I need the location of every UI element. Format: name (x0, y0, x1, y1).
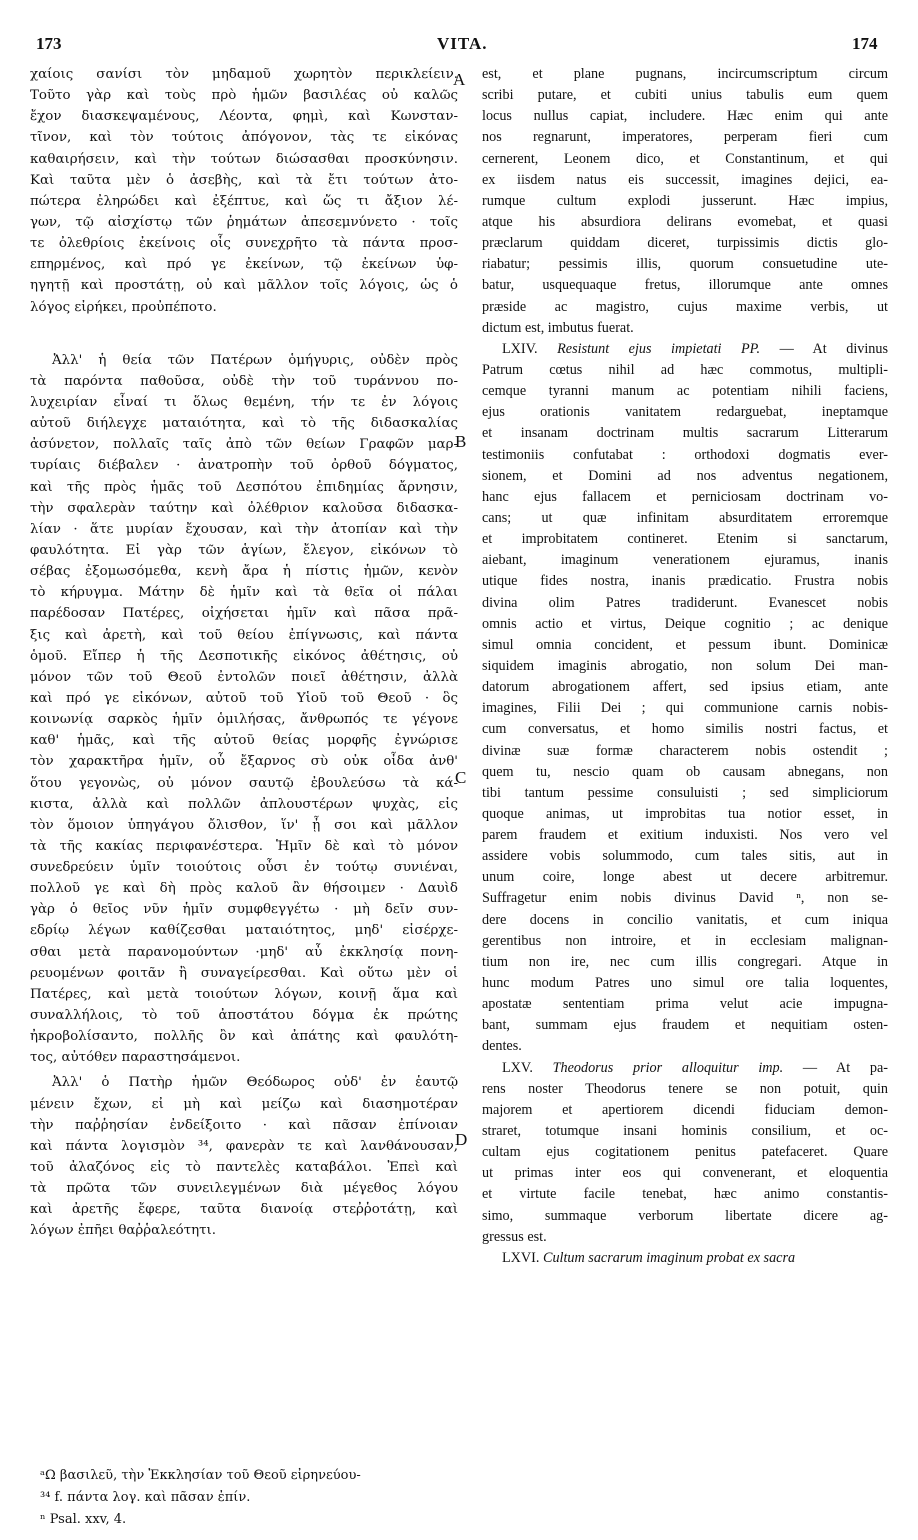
footnote-2: ³⁴ f. πάντα λογ. καὶ πᾶσαν ἐπίν. (40, 1490, 251, 1505)
section-number: LXV. (502, 1059, 533, 1076)
text-line: omnis actio et virtus, Deique cognitio ; ac denique (482, 615, 888, 632)
greek-paragraph-1 (30, 64, 458, 318)
margin-letter-a: A (453, 70, 466, 89)
text-line: straret, totumque insani hominis consilium, et oc- (482, 1123, 888, 1140)
text-line: et improbitatem contineret. Etenim si sanctarum, (482, 531, 888, 548)
text-line: cernerent, Leonem dico, et Constantinum, et qui (482, 150, 888, 167)
text-line: τοῦ ἀλαζόνος εἰς τὸ παντελὲς καταβάλοι. Ἐπεὶ καὶ (30, 1160, 458, 1176)
text-line: τὴν σφαλερὰν ταύτην καὶ ὀλέθριον καλοῦσα διδασκα- (30, 500, 458, 516)
text-line: μένειν ἔχων, εἰ μὴ καὶ μείζω καὶ διασημοτέραν (30, 1096, 458, 1112)
text-line: παρέδοσαν Πατέρες, οἰχήσεται ἡμῖν καὶ πᾶσα πρᾶ- (30, 606, 458, 622)
text-line: Suffragetur enim nobis divinus David ⁿ, non se- (482, 890, 888, 907)
text-line: Ἀλλ' ἡ θεία τῶν Πατέρων ὁμήγυρις, οὐδὲν πρὸς (52, 352, 458, 368)
text-line: præside ac magistro, cujus maxime verbis, ut (482, 298, 888, 315)
text-line: riabatur; pessimis illis, quorum consuetudine ute- (482, 256, 888, 273)
section-heading-tail: — At divinus (779, 340, 888, 357)
text-line: συνεδρεύειν ὑμῖν τοιούτοις οὖσι ἐν τούτῳ συνιέναι, (30, 860, 458, 876)
text-line: Πατέρες, καὶ μετὰ τοιούτων λόγων, κοινῇ ἅμα καὶ (30, 986, 458, 1002)
section-heading-lxv (482, 1058, 888, 1079)
latin-paragraph-3 (482, 1058, 888, 1248)
running-title: VITA. (437, 34, 488, 53)
text-line: κοινωνίᾳ σαρκὸς ἡμῖν ὁμιλήσας, ἄνθρωπός τε γέγονε (30, 712, 458, 728)
greek-paragraph-2 (30, 350, 458, 1069)
section-heading-lxvi (482, 1248, 888, 1269)
text-line: cans; ut quæ infinitam absurditatem erroremque (482, 509, 888, 526)
text-line: bant, summam ejus fraudem et nequitiam osten- (482, 1017, 888, 1034)
text-line: χαίοις σανίσι τὸν μηδαμοῦ χωρητὸν περικλείειν. (30, 67, 458, 82)
text-line: ex iisdem natus eis successit, imagines dejici, ea- (482, 171, 888, 188)
text-line: ut primas inter eos qui convenerant, et eloquentia (482, 1165, 888, 1182)
text-line: πώτερα ἐληρώδει καὶ ἐξέπτυε, καὶ ὥς τι ἄξιον λέ- (30, 193, 458, 209)
text-line: assidere vobis solummodo, cum tales sitis, aut in (482, 848, 888, 865)
text-line: rumque cultum explodi jusserunt. Hæc impius, (482, 192, 888, 209)
greek-column (30, 64, 458, 1242)
footnote-1: ᵃΩ βασιλεῦ, τὴν Ἐκκλησίαν τοῦ Θεοῦ εἰρηνεύου- (40, 1468, 361, 1483)
text-line: scribi putare, et cubiti unius tabulis eum quem (482, 87, 888, 104)
text-line: ὁμοῦ. Εἴπερ ἡ τῆς Δεσποτικῆς εἰκόνος ἀθέτησις, οὐ (30, 648, 458, 664)
text-line: locus nullus capiat, includere. Hæc enim qui ante (482, 108, 888, 125)
text-line: καθαιρήσειν, καὶ τὴν τούτων διώσασθαι προσκύνησιν. (30, 151, 458, 167)
text-line: Τοῦτο γὰρ καὶ τοὺς πρὸ ἡμῶν βασιλέας οὐ καλῶς (30, 88, 458, 104)
text-line: κιστα, ἀλλὰ καὶ πολλῶν ἀπλουστέρων ψυχὰς, εἰς (30, 796, 458, 812)
text-line: præclarum quiddam diceret, turpissimis dictis glo- (482, 235, 888, 252)
text-line: apostatæ sententiam prima velut acie impugna- (482, 996, 888, 1013)
text-line: hanc ejus fallacem et perniciosam doctrinam vo- (482, 488, 888, 505)
text-line: λόγων ἐπῆει θαῤῥαλεότητι. (30, 1223, 217, 1239)
text-line: cum conversatus, et homo similis nostri factus, et (482, 721, 888, 738)
text-line: καὶ πάντα λογισμὸν ³⁴, φανερὰν τε καὶ λανθάνουσαν, (30, 1138, 458, 1154)
text-line: Καὶ ταῦτα μὲν ὁ ἀσεβὴς, καὶ τὰ ἔτι τούτων ἀτο- (30, 172, 458, 188)
margin-letter-c: C (455, 768, 467, 787)
text-line: gressus est. (482, 1228, 547, 1245)
text-line: atque his absurdiora delirans evomebat, et quasi (482, 213, 888, 230)
text-line: testimoniis confutabat : orthodoxi dogmatis ever- (482, 446, 888, 463)
text-line: πολλοῦ γε καὶ δὴ πρὸς καλοῦ ἂν θήσοιμεν · Δαυὶδ (30, 881, 458, 897)
section-title: Theodorus prior alloquitur imp. (552, 1059, 784, 1076)
text-line: τος, αὐτόθεν παραστησάμενοι. (30, 1050, 241, 1066)
text-line: tibi tantum pessime consuluisti ; sed simpliciorum (482, 784, 888, 801)
text-line: gerentibus non introire, et in ecclesiam malignan- (482, 932, 888, 949)
text-line: καὶ πρό γε εἰκόνων, αὐτοῦ τοῦ Υἱοῦ τοῦ Θεοῦ · ὃς (30, 690, 458, 706)
text-line: ἔχον διασκεψαμένους, Λέοντα, φημὶ, καὶ Κωνσταν- (30, 109, 458, 125)
text-line: σέβας ἐξομωσόμεθα, κενὴ ἄρα ἡ πίστις ἡμῶν, κενὸν (30, 564, 458, 580)
text-line: τὸν χαρακτῆρα ἡμῖν, οὗ ἔξαρνος σὺ οὐκ οἶδα ἀνθ' (30, 754, 458, 770)
text-line: divinæ suæ formæ characterem nobis ostendit ; (482, 742, 888, 759)
text-line: τὰ παρόντα παθοῦσα, οὐδὲ τὴν τοῦ τυράννου πο- (30, 373, 458, 389)
text-line: τὴν παῤῥησίαν ἐνδείξοιτο · καὶ πᾶσαν ἐπίνοιαν (30, 1117, 458, 1133)
greek-paragraph-3 (30, 1072, 458, 1241)
margin-letter-b: B (455, 432, 467, 451)
text-line: et virtute facile tenebat, hæc animo constantis- (482, 1186, 888, 1203)
section-number: LXIV. (502, 340, 538, 357)
text-line: cemque tyranni manum ac potentiam nihili faciens, (482, 383, 888, 400)
text-line: τῖνον, καὶ τὸν τούτοις ἀπόγονον, τὰς τε εἰκόνας (30, 130, 458, 146)
text-line: τυρίαις διέβαλεν · ἀνατροπὴν τοῦ ὀρθοῦ δόγματος, (30, 458, 458, 474)
section-title: Resistunt ejus impietati PP. (557, 340, 761, 357)
text-line: γων, τῷ αἰσχίστῳ τῶν ῥημάτων ἀπεσεμνύνετο · τοῖς (30, 214, 458, 230)
text-line: dere docens in concilio vanitatis, et cum iniqua (482, 911, 888, 928)
text-line: ejus orationis vanitatem redarguebat, ineptamque (482, 404, 888, 421)
text-line: τὸ κήρυγμα. Μάτην δὲ ἡμῖν καὶ τὰ θεῖα οἱ πάλαι (30, 585, 458, 601)
text-line: Ἀλλ' ὁ Πατὴρ ἡμῶν Θεόδωρος οὐδ' ἐν ἑαυτῷ (52, 1075, 458, 1091)
latin-column (482, 64, 888, 1269)
text-line: καὶ ἀρετῆς ἔφερε, ταῦτα διανοίᾳ στεῤῥοτάτῃ, καὶ (30, 1202, 458, 1218)
page-number-right: 174 (852, 34, 878, 53)
text-line: επηρμένος, καὶ πρό γε ἐκείνων, τῷ ἐκείνων ὑφ- (30, 257, 458, 273)
text-line: σθαι μετὰ παρανομούντων ·μηδ' αὖ ἐκκλησίᾳ πονη- (30, 944, 458, 960)
text-line: quem tu, nescio quam ob causam abnegans, non (482, 763, 888, 780)
text-line: τὸν ὅμοιον ὑπηγάγου ὄλισθον, ἵν' ᾖ σοι καὶ μᾶλλον (30, 817, 458, 833)
text-line: ρευομένων φοιτᾶν ἢ συναγείρεσθαι. Καὶ οὕτω μὲν οἱ (30, 965, 458, 981)
section-number: LXVI. (502, 1249, 540, 1266)
text-line: ὅτου γεγονὼς, οὐ μόνον σαυτῷ ἐβουλεύσω τὰ κά- (30, 775, 458, 791)
footnote-3: ⁿ Psal. xxv, 4. (40, 1512, 127, 1527)
text-line: rens noster Theodorus tenere se non potuit, quin (482, 1080, 888, 1097)
latin-paragraph-1 (482, 64, 888, 339)
text-line: συναλλήλοις, τὸ τοῦ ἀποστάτου δόγμα ἐκ πρώτης (30, 1008, 458, 1024)
text-line: et insanam doctrinam multis sacrarum Litterarum (482, 425, 888, 442)
text-line: sionem, et Domini ad nos adventus negationem, (482, 467, 888, 484)
text-line: simul omnia concident, et pessum ibunt. Dominicæ (482, 636, 888, 653)
page-number-left: 173 (36, 34, 62, 53)
text-line: εδρίῳ λέγων καθίζεσθαι ματαιότητος, μηδ' εἰσέρχε- (30, 923, 458, 939)
margin-letter-d: D (455, 1130, 468, 1149)
text-line: nos regnarunt, imperatores, perperam fieri cum (482, 129, 888, 146)
text-line: quoque animas, ut improbitas tua notior esset, in (482, 805, 888, 822)
text-line: dentes. (482, 1038, 522, 1055)
section-heading-tail: — At pa- (802, 1059, 888, 1076)
text-line: majorem et apertiorem dicendi fiduciam demon- (482, 1101, 888, 1118)
section-title: Cultum sacrarum imaginum probat ex sacra (542, 1249, 796, 1266)
text-line: καὶ τῆς πρὸς ἡμᾶς τοῦ Δεσπότου ἐπιδημίας ἄρνησιν, (30, 479, 458, 495)
text-line: λόγος εἰρήκει, προὐπέποτο. (30, 299, 217, 315)
text-line: λυχειρίαν εἶναί τι ὅλως θεμένη, τήν τε ἐν λόγοις (30, 394, 458, 410)
text-line: siquidem imaginis abrogatio, non solum Dei man- (482, 657, 888, 674)
latin-paragraph-2 (482, 339, 888, 1058)
text-line: γὰρ ὁ θεῖος νῦν ἡμῖν συμφθεγγέτω · μὴ δεῖν συν- (30, 902, 458, 918)
latin-paragraph-4 (482, 1248, 888, 1269)
text-line: simo, summaque verborum libertate dicere ag- (482, 1207, 888, 1224)
text-line: φαυλότητα. Εἰ γὰρ τῶν ἁγίων, ἔλεγον, εἰκόνων τὸ (30, 542, 458, 558)
text-line: ηγητῇ καὶ προστάτῃ, οὐ καὶ μᾶλλον τοῖς λόγοις, ὡς ὁ (30, 278, 458, 294)
text-line: unum coire, longe abest ut decere arbitremur. (482, 869, 888, 886)
text-line: Patrum cœtus nihil ad hæc commotus, multipli- (482, 361, 888, 378)
text-line: λίαν · ἅτε μυρίαν ἔχουσαν, καὶ τὴν ἀτοπίαν καὶ τὴν (30, 521, 458, 537)
text-line: τὰ πρῶτα τῶν συνειλεγμένων διὰ μέγεθος λόγου (30, 1181, 458, 1197)
text-line: divina olim Patres tradiderunt. Evanescet nobis (482, 594, 888, 611)
text-line: tium non ire, nec cum illis congregari. Atque in (482, 953, 888, 970)
text-line: αὐτοῦ διήλεγχε ματαιότητα, καὶ τὸ τῆς διδασκαλίας (30, 416, 458, 432)
section-heading-lxiv (482, 339, 888, 360)
text-line: ἀσύνετον, πολλαῖς ταῖς ἀπὸ τῶν θείων Γραφῶν μαρ- (30, 437, 458, 453)
text-line: ἠκροβολίσαντο, πολλῆς ὂν καὶ ἀπάτης καὶ φαυλότη- (30, 1029, 458, 1045)
text-line: dictum est, imbutus fuerat. (482, 319, 634, 336)
text-line: imagines, Filii Dei ; qui communione carnis nobis- (482, 700, 888, 717)
text-line: datorum abrogationem affert, sed ipsius etiam, ante (482, 679, 888, 696)
text-line: aiebant, imaginum venerationem ejuramus, inanis (482, 552, 888, 569)
text-line: est, et plane pugnans, incircumscriptum circum (482, 66, 888, 82)
text-line: καθ' ἡμᾶς, καὶ τῆς αὐτοῦ θείας μορφῆς ἐγνώρισε (30, 733, 458, 749)
text-line: τὰ τῆς κακίας περιφανέστερα. Ἡμῖν δὲ καὶ τὸ μόνον (30, 838, 458, 854)
text-line: batur, usquequaque fretus, illorumque ante omnes (482, 277, 888, 294)
text-line: utique fides nostra, inanis prædicatio. Frustra nobis (482, 573, 888, 590)
text-line: μόνον τῶν τοῦ Θεοῦ ἐντολῶν ποιεῖ ἀθέτησιν, ἀλλὰ (30, 669, 458, 685)
text-line: parem fraudem et exitium induxisti. Nos vero vel (482, 827, 888, 844)
text-line: ξις καὶ ἀρετὴ, καὶ τοῦ θείου ἐπίγνωσις, καὶ πάντα (30, 627, 458, 643)
text-line: τε ὀλεθρίοις ἐκείνοις οἷς συνεχρῆτο τὰ πάντα προσ- (30, 236, 458, 252)
text-line: hunc modum Patres uno simul ore talia loquentes, (482, 975, 888, 992)
text-line: cultam ejus cogitationem penitus patefaceret. Quare (482, 1144, 888, 1161)
